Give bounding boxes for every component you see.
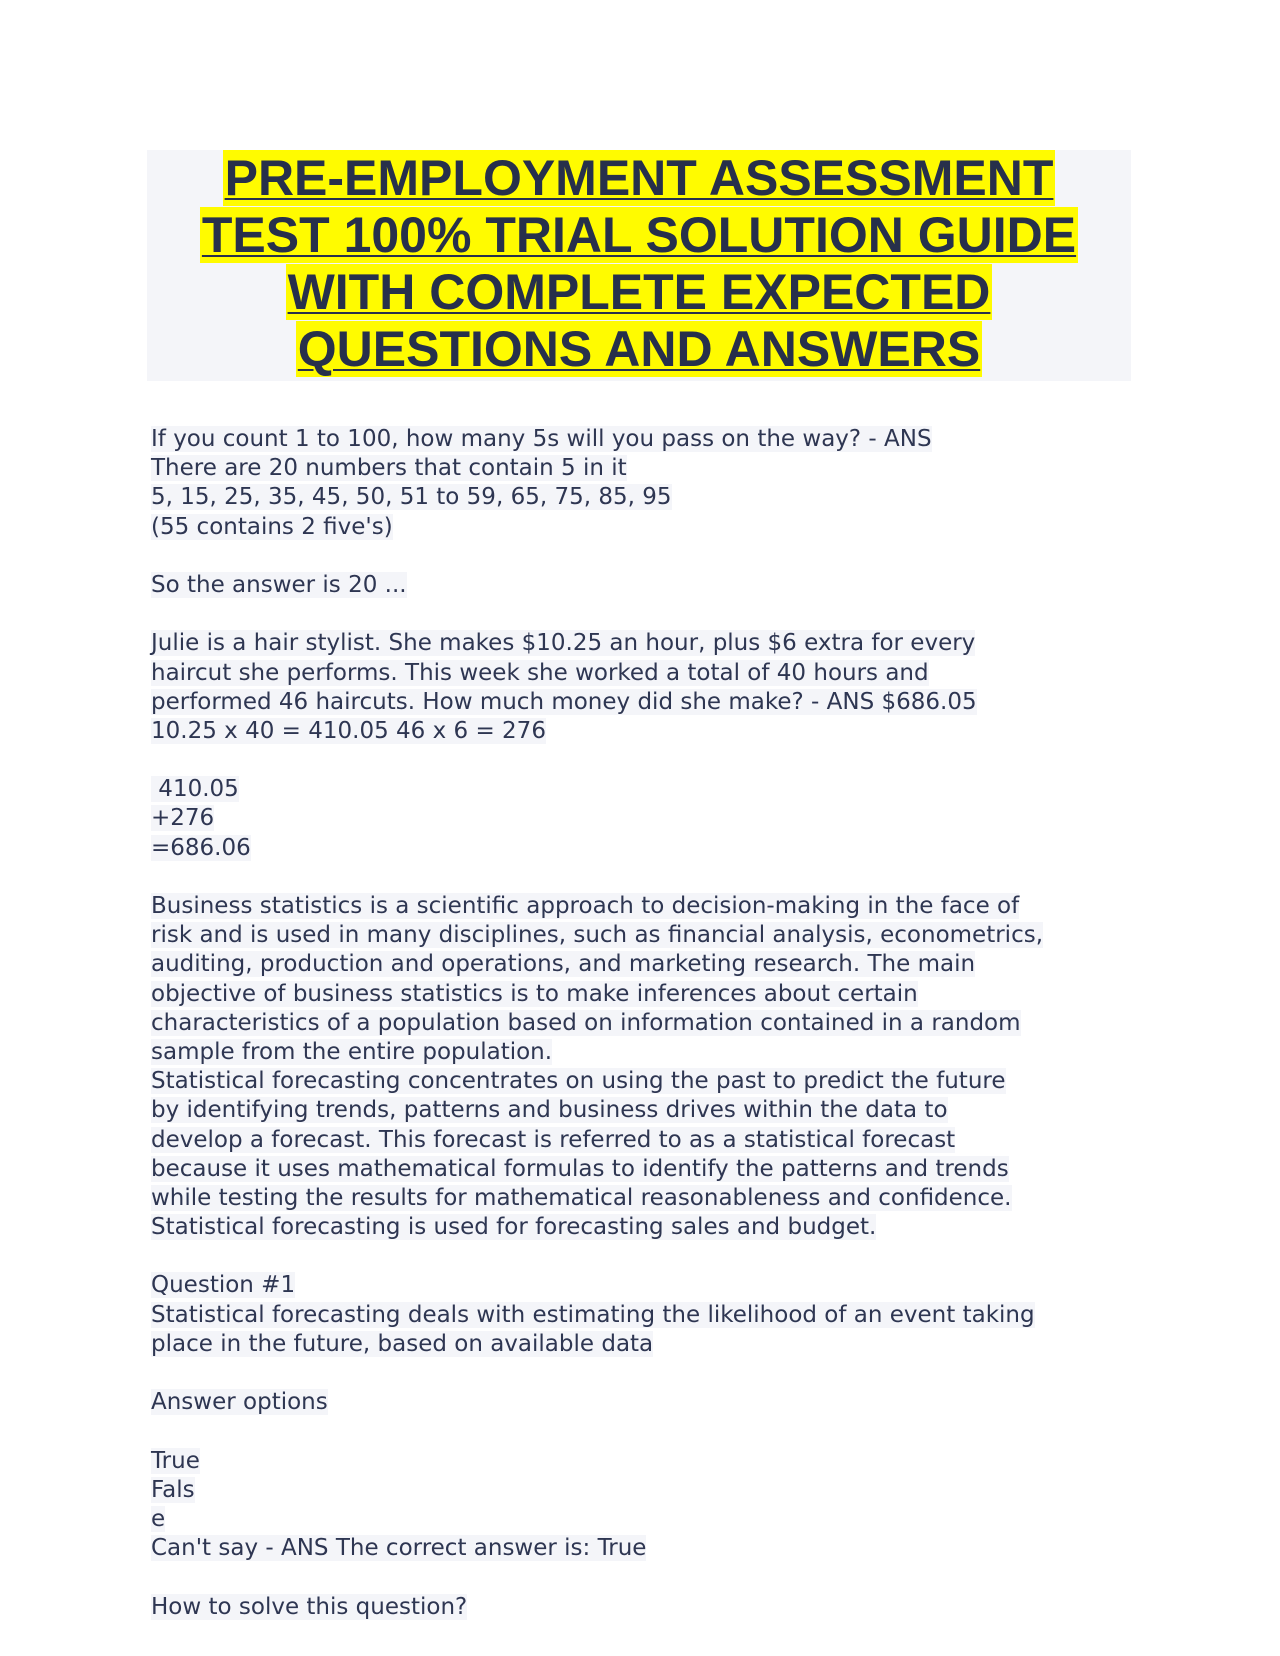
title-line: WITH COMPLETE EXPECTED [287, 264, 991, 320]
title-line: QUESTIONS AND ANSWERS [297, 321, 981, 377]
title-line: PRE-EMPLOYMENT ASSESSMENT [224, 150, 1054, 206]
text-line: Business statistics is a scientific approach to decision-making in the face of [151, 893, 1020, 919]
text-line: haircut she performs. This week she worked a total of 40 hours and [151, 659, 929, 686]
text-line: risk and is used in many disciplines, such as financial analysis, econometrics, [151, 922, 1044, 949]
blank-line [151, 600, 1141, 629]
text-line: Question #1 [151, 1272, 296, 1299]
text-line: Statistical forecasting is used for forecasting sales and budget. [151, 1214, 877, 1241]
text-line: Fals [151, 1476, 195, 1503]
blank-line [151, 1242, 1141, 1271]
blank-line [151, 542, 1141, 571]
title-line: TEST 100% TRIAL SOLUTION GUIDE [201, 207, 1077, 263]
blank-line [151, 1417, 1141, 1446]
text-line: place in the future, based on available data [151, 1330, 654, 1357]
text-line: 410.05 [151, 776, 239, 803]
text-line: while testing the results for mathematical reasonableness and confidence. [151, 1184, 1012, 1211]
text-line: because it uses mathematical formulas to identify the patterns and trends [151, 1155, 1009, 1182]
text-line: objective of business statistics is to make inferences about certain [151, 980, 918, 1007]
text-line: performed 46 haircuts. How much money did she make? - ANS $686.05 [151, 688, 977, 715]
text-line: characteristics of a population based on information contained in a random [151, 1009, 1021, 1036]
text-line: +276 [151, 805, 215, 832]
text-line: by identifying trends, patterns and business drives within the data to [151, 1097, 948, 1124]
blank-line [151, 1563, 1141, 1592]
text-line: (55 contains 2 five's) [151, 513, 393, 540]
text-line: If you count 1 to 100, how many 5s will you pass on the way? - ANS [151, 426, 932, 452]
text-line: 5, 15, 25, 35, 45, 50, 51 to 59, 65, 75, 85, 95 [151, 484, 672, 511]
text-line: Julie is a hair stylist. She makes $10.25 an hour, plus $6 extra for every [151, 630, 976, 657]
text-line: There are 20 numbers that contain 5 in it [151, 455, 627, 482]
text-line: How to solve this question? [151, 1593, 468, 1620]
text-line: e [151, 1505, 166, 1532]
text-line: develop a forecast. This forecast is referred to as a statistical forecast [151, 1126, 956, 1153]
text-line: auditing, production and operations, and marketing research. The main [151, 951, 976, 978]
text-line: True [151, 1447, 200, 1474]
text-line: Statistical forecasting concentrates on using the past to predict the future [151, 1068, 1006, 1095]
text-line: sample from the entire population. [151, 1038, 553, 1065]
text-line: Answer options [151, 1389, 328, 1416]
document-body [151, 425, 1141, 1622]
blank-line [151, 1359, 1141, 1388]
text-line: Statistical forecasting deals with estimating the likelihood of an event taking [151, 1301, 1035, 1328]
text-line: Can't say - ANS The correct answer is: True [151, 1535, 647, 1562]
text-line: =686.06 [151, 834, 251, 861]
document-title [147, 150, 1131, 381]
text-line: So the answer is 20 ... [151, 571, 407, 598]
blank-line [151, 746, 1141, 775]
text-line: 10.25 x 40 = 410.05 46 x 6 = 276 [151, 717, 546, 744]
blank-line [151, 863, 1141, 892]
